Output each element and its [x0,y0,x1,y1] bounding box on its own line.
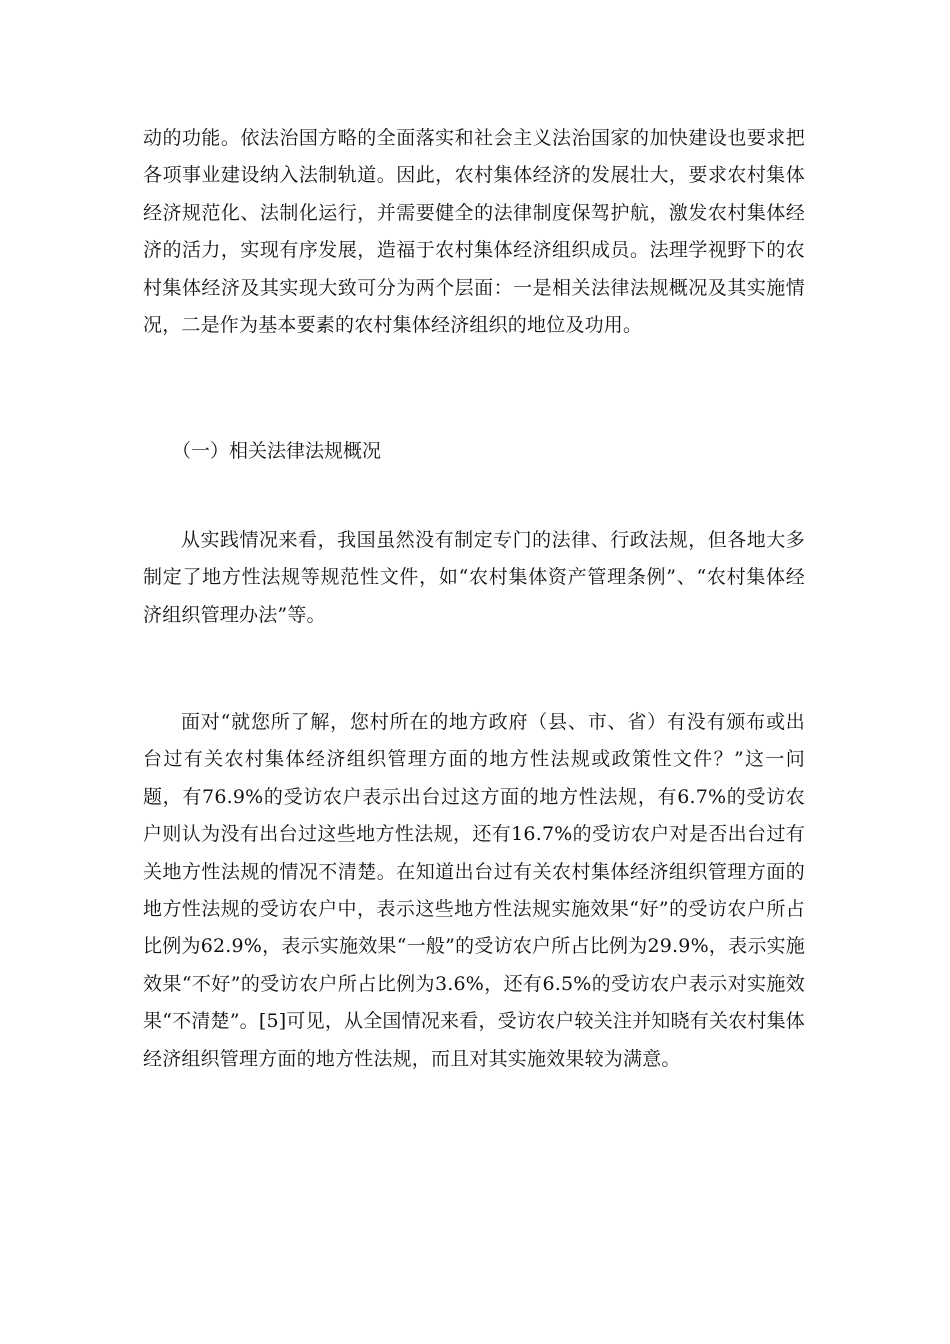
section-heading: （一）相关法律法规概况 [172,440,382,462]
body-paragraph-2: 从实践情况来看，我国虽然没有制定专门的法律、行政法规，但各地大多制定了地方性法规等规范性文件，如“农村集体资产管理条例”、“农村集体经济组织管理办法”等。 [143,529,805,626]
body-paragraph-3: 面对“就您所了解，您村所在的地方政府（县、市、省）有没有颁布或出台过有关农村集体经济组织管理方面的地方性法规或政策性文件？”这一问题，有76.9%的受访农户表示出台过这方面的地方性法规，有6.7%的受访农户则认为没有出台过这些地方性法规，还有16.7%的受访农户对是否出台过有关地方性法规的情况不清楚。在知道出台过有关农村集体经济组织管理方面的地方性法规的受访农户中，表示这些地方性法规实施效果“好”的受访农户所占比例为62.9%，表示实施效果“一般”的受访农户所占比例为29.9%，表示实施效果“不好”的受访农户所占比例为3.6%，还有6.5%的受访农户表示对实施效果“不清楚”。[5]可见，从全国情况来看，受访农户较关注并知晓有关农村集体经济组织管理方面的地方性法规，而且对其实施效果较为满意。 [143,711,805,1070]
body-paragraph-1: 动的功能。依法治国方略的全面落实和社会主义法治国家的加快建设也要求把各项事业建设纳入法制轨道。因此，农村集体经济的发展壮大，要求农村集体经济规范化、法制化运行，并需要健全的法律制度保驾护航，激发农村集体经济的活力，实现有序发展，造福于农村集体经济组织成员。法理学视野下的农村集体经济及其实现大致可分为两个层面：一是相关法律法规概况及其实施情况，二是作为基本要素的农村集体经济组织的地位及功用。 [143,127,805,337]
